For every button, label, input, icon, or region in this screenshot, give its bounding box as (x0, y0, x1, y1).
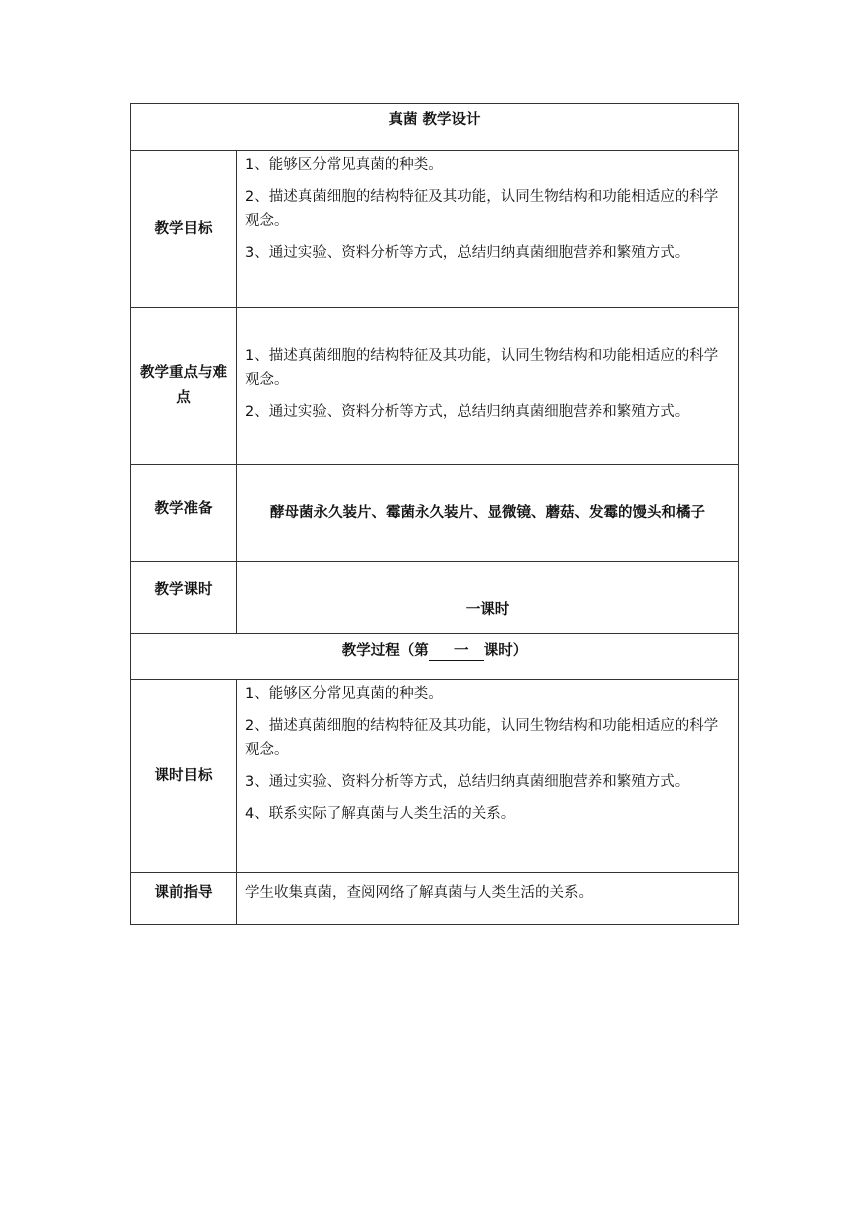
lesson-goals-content (237, 680, 739, 873)
goals-item: 3、通过实验、资料分析等方式，总结归纳真菌细胞营养和繁殖方式。 (245, 245, 690, 261)
lesson-goals-row (131, 680, 739, 873)
key-points-row (131, 308, 739, 465)
process-number-blank (429, 642, 484, 661)
pre-class-row (131, 873, 739, 925)
process-heading (131, 634, 739, 680)
lesson-plan-table (130, 103, 739, 925)
lesson-goals-label: 课时目标 (131, 680, 237, 873)
process-prefix: 教学过程（第 (341, 643, 429, 659)
process-suffix: 课时） (483, 643, 528, 659)
goals-item: 1、能够区分常见真菌的种类。 (245, 157, 443, 173)
process-number: 一 (454, 643, 469, 659)
goals-item: 2、描述真菌细胞的结构特征及其功能，认同生物结构和功能相适应的科学观念。 (245, 189, 719, 229)
key-points-content (237, 308, 739, 465)
title-row (131, 104, 739, 151)
lesson-goals-item: 4、联系实际了解真菌与人类生活的关系。 (245, 806, 516, 822)
preparation-content: 酵母菌永久装片、霉菌永久装片、显微镜、蘑菇、发霉的馒头和橘子 (237, 465, 739, 562)
goals-content (237, 151, 739, 308)
lesson-goals-item: 3、通过实验、资料分析等方式，总结归纳真菌细胞营养和繁殖方式。 (245, 774, 690, 790)
process-row (131, 634, 739, 680)
goals-row (131, 151, 739, 308)
goals-label: 教学目标 (131, 151, 237, 308)
lesson-goals-item: 2、描述真菌细胞的结构特征及其功能，认同生物结构和功能相适应的科学观念。 (245, 718, 719, 758)
key-points-label: 教学重点与难点 (131, 308, 237, 465)
preparation-label: 教学准备 (131, 465, 237, 562)
hours-row (131, 562, 739, 634)
key-points-item: 1、描述真菌细胞的结构特征及其功能，认同生物结构和功能相适应的科学观念。 (245, 348, 719, 388)
pre-class-content: 学生收集真菌，查阅网络了解真菌与人类生活的关系。 (237, 873, 739, 925)
hours-label: 教学课时 (131, 562, 237, 634)
key-points-item: 2、通过实验、资料分析等方式，总结归纳真菌细胞营养和繁殖方式。 (245, 404, 690, 420)
pre-class-label: 课前指导 (131, 873, 237, 925)
lesson-goals-item: 1、能够区分常见真菌的种类。 (245, 686, 443, 702)
hours-content: 一课时 (237, 562, 739, 634)
preparation-row (131, 465, 739, 562)
document-title: 真菌 教学设计 (131, 104, 739, 151)
